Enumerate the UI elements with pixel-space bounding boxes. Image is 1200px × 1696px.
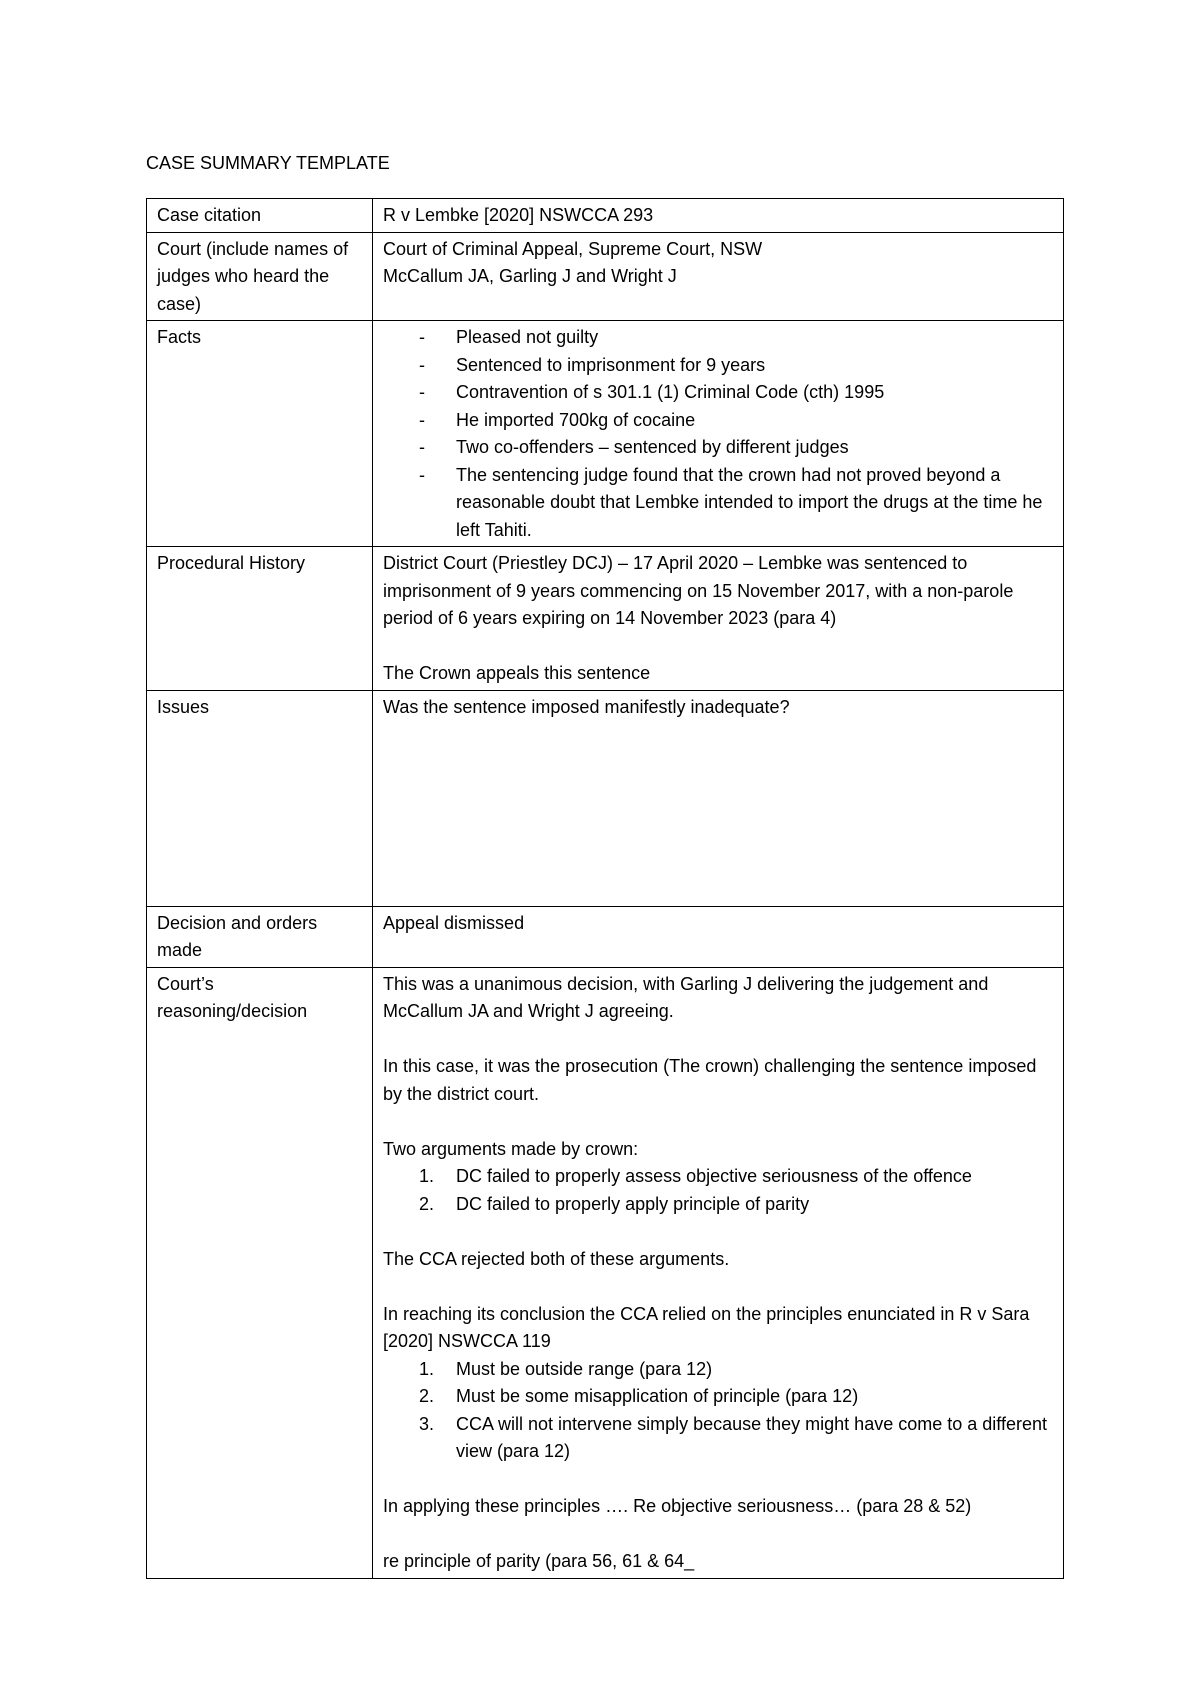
- issues-label: Issues: [147, 690, 373, 906]
- reasoning-label: Court’s reasoning/decision: [147, 967, 373, 1578]
- reasoning-paragraph: In reaching its conclusion the CCA relied on the principles enunciated in R v Sara [2020] NSWCCA 119: [383, 1303, 1030, 1351]
- principle-text: Must be outside range (para 12): [456, 1358, 713, 1379]
- court-label: Court (include names of judges who heard the case): [147, 232, 373, 321]
- row-procedural-history: [147, 547, 1064, 691]
- facts-item-text: Two co-offenders – sentenced by different judges: [456, 437, 849, 457]
- decision-value: Appeal dismissed: [373, 906, 1064, 967]
- facts-item-text: Pleased not guilty: [456, 327, 599, 347]
- row-reasoning: [147, 967, 1064, 1578]
- list-number: 2.: [419, 1386, 435, 1406]
- reasoning-paragraph: This was a unanimous decision, with Garling J delivering the judgement and McCallum JA and Wright J agreeing.: [383, 973, 989, 1021]
- facts-list: [383, 324, 1053, 544]
- list-number: 2.: [419, 1193, 435, 1214]
- paragraph-gap: [383, 1218, 1053, 1246]
- argument-item: [383, 1191, 1053, 1219]
- facts-item-text: He imported 700kg of cocaine: [456, 409, 696, 430]
- procedural-history-label: Procedural History: [147, 547, 373, 691]
- list-number: 3.: [419, 1413, 435, 1434]
- facts-item: [383, 462, 1053, 545]
- reasoning-paragraph: re principle of parity (para 56, 61 & 64_: [383, 1551, 695, 1571]
- court-judges: McCallum JA, Garling J and Wright J: [383, 266, 677, 286]
- issues-value: Was the sentence imposed manifestly inadequate?: [373, 690, 1064, 906]
- argument-text: DC failed to properly apply principle of parity: [456, 1193, 810, 1214]
- reasoning-paragraph: Two arguments made by crown:: [383, 1138, 639, 1159]
- facts-item: [383, 379, 1053, 407]
- principle-item: [383, 1411, 1053, 1466]
- decision-label: Decision and orders made: [147, 906, 373, 967]
- principle-item: [383, 1356, 1053, 1384]
- case-citation-label: Case citation: [147, 199, 373, 233]
- procedural-history-value: [373, 547, 1064, 691]
- reasoning-paragraph: In this case, it was the prosecution (The crown) challenging the sentence imposed by the district court.: [383, 1056, 1037, 1104]
- dash-marker: -: [419, 464, 425, 485]
- dash-marker: -: [419, 354, 425, 375]
- list-number: 1.: [419, 1358, 435, 1379]
- paragraph-gap: [383, 1521, 1053, 1549]
- facts-label: Facts: [147, 321, 373, 547]
- principle-text: Must be some misapplication of principle (para 12): [456, 1386, 859, 1406]
- dash-marker: -: [419, 437, 425, 457]
- facts-item: [383, 434, 1053, 462]
- list-number: 1.: [419, 1166, 435, 1186]
- paragraph-gap: [383, 1273, 1053, 1301]
- dash-marker: -: [419, 382, 425, 402]
- facts-item-text: The sentencing judge found that the crown had not proved beyond a reasonable doubt that Lembke intended to import the drugs at the time he left Tahiti.: [456, 464, 1043, 540]
- paragraph-gap: [383, 1108, 1053, 1136]
- paragraph-gap: [383, 1026, 1053, 1054]
- case-citation-value: R v Lembke [2020] NSWCCA 293: [373, 199, 1064, 233]
- paragraph-gap: [383, 633, 1053, 661]
- case-summary-table: [146, 198, 1064, 1579]
- document-title: CASE SUMMARY TEMPLATE: [146, 153, 390, 173]
- facts-value: [373, 321, 1064, 547]
- row-facts: [147, 321, 1064, 547]
- facts-item: [383, 352, 1053, 380]
- facts-item: [383, 324, 1053, 352]
- principle-text: CCA will not intervene simply because they might have come to a different view (para 12): [456, 1413, 1047, 1461]
- court-value: [373, 232, 1064, 321]
- row-case-citation: [147, 199, 1064, 233]
- row-issues: [147, 690, 1064, 906]
- crown-arguments-list: [383, 1163, 1053, 1218]
- row-court: [147, 232, 1064, 321]
- principles-list: [383, 1356, 1053, 1466]
- reasoning-paragraph: In applying these principles …. Re objective seriousness… (para 28 & 52): [383, 1496, 972, 1516]
- row-decision: [147, 906, 1064, 967]
- facts-item-text: Sentenced to imprisonment for 9 years: [456, 354, 766, 375]
- principle-item: [383, 1383, 1053, 1411]
- procedural-history-text: District Court (Priestley DCJ) – 17 April 2020 – Lembke was sentenced to imprisonment of 9 years commencing on 15 November 2017, with a non-parole period of 6 years expiring on 14 November 2023 (para 4): [383, 553, 1014, 628]
- facts-item-text: Contravention of s 301.1 (1) Criminal Code (cth) 1995: [456, 382, 885, 402]
- procedural-history-appeal: The Crown appeals this sentence: [383, 663, 651, 683]
- argument-text: DC failed to properly assess objective seriousness of the offence: [456, 1166, 972, 1186]
- facts-item: [383, 407, 1053, 435]
- court-name: Court of Criminal Appeal, Supreme Court, NSW: [383, 238, 763, 259]
- reasoning-paragraph: The CCA rejected both of these arguments.: [383, 1248, 730, 1269]
- argument-item: [383, 1163, 1053, 1191]
- dash-marker: -: [419, 327, 425, 347]
- reasoning-value: [373, 967, 1064, 1578]
- dash-marker: -: [419, 409, 425, 430]
- paragraph-gap: [383, 1466, 1053, 1494]
